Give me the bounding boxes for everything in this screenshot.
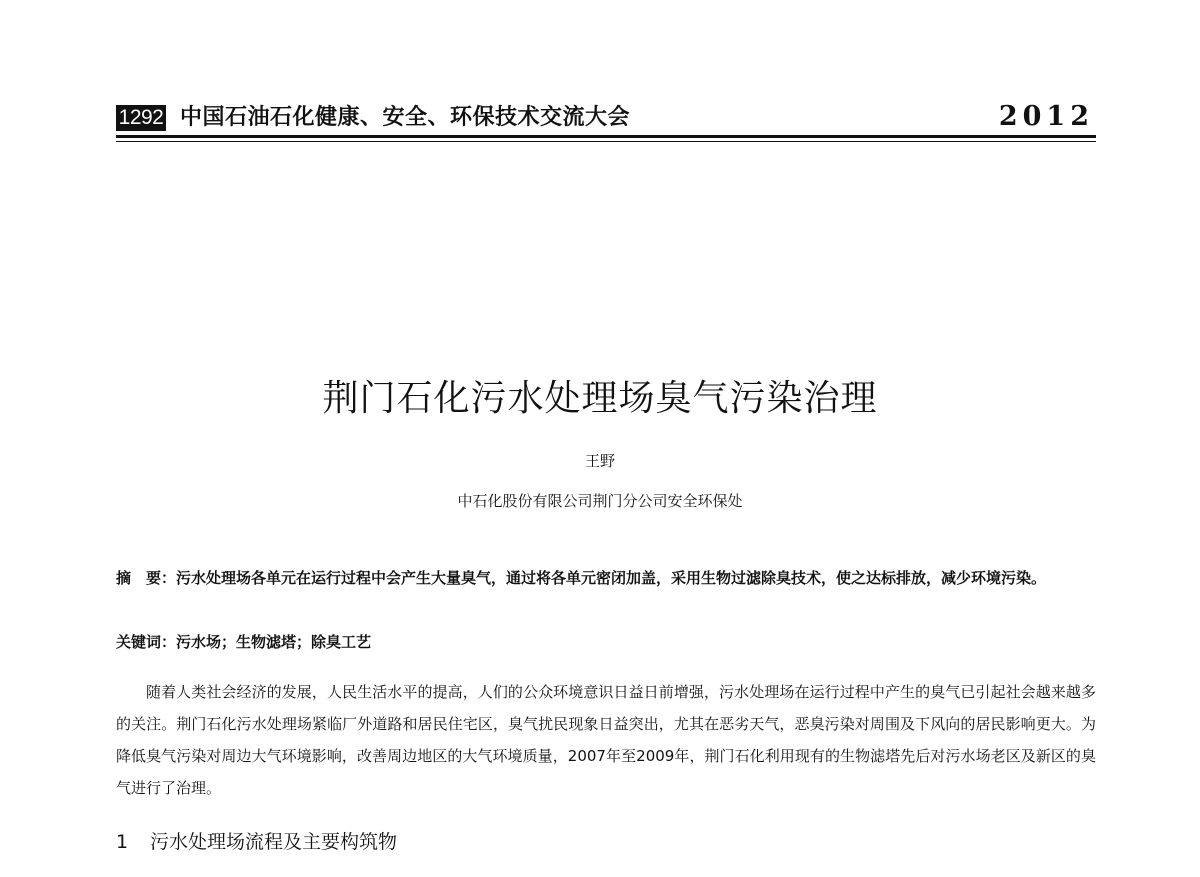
abstract-text: 污水处理场各单元在运行过程中会产生大量臭气，通过将各单元密闭加盖，采用生物过滤除臭技术，使之达标排放，减少环境污染。 [176, 569, 1047, 587]
abstract-label: 摘 要： [116, 569, 177, 587]
conference-name: 中国石油石化健康、安全、环保技术交流大会 [180, 105, 631, 130]
running-header [116, 101, 1096, 135]
header-rule-thin [116, 141, 1096, 142]
header-rule-thick [116, 135, 1096, 138]
section-heading [116, 826, 397, 858]
section-number: 1 [116, 831, 129, 853]
keywords [116, 626, 1096, 658]
paper-author: 王野 [584, 452, 615, 470]
abstract [116, 562, 1096, 594]
section-title: 污水处理场流程及主要构筑物 [150, 831, 398, 853]
page-number: 1292 [116, 105, 166, 131]
paper-affiliation: 中石化股份有限公司荆门分公司安全环保处 [457, 492, 743, 510]
paper-title: 荆门石化污水处理场臭气污染治理 [322, 378, 878, 419]
conference-year: 2012 [998, 101, 1094, 132]
keywords-text: 污水场；生物滤塔；除臭工艺 [176, 633, 372, 651]
body-paragraph: 随着人类社会经济的发展，人民生活水平的提高，人们的公众环境意识日益日前增强，污水处理场在运行过程中产生的臭气已引起社会越来越多的关注。荆门石化污水处理场紧临厂外道路和居民住宅区，臭气扰民现象日益突出，尤其在恶劣天气，恶臭污染对周围及下风向的居民影响更大。为降低臭气污染对周边大气环境影响，改善周边地区的大气环境质量，2007年至2009年，荆门石化利用现有的生物滤塔先后对污水场老区及新区的臭气进行了治理。 [116, 683, 1096, 797]
keywords-label: 关键词： [116, 633, 177, 651]
